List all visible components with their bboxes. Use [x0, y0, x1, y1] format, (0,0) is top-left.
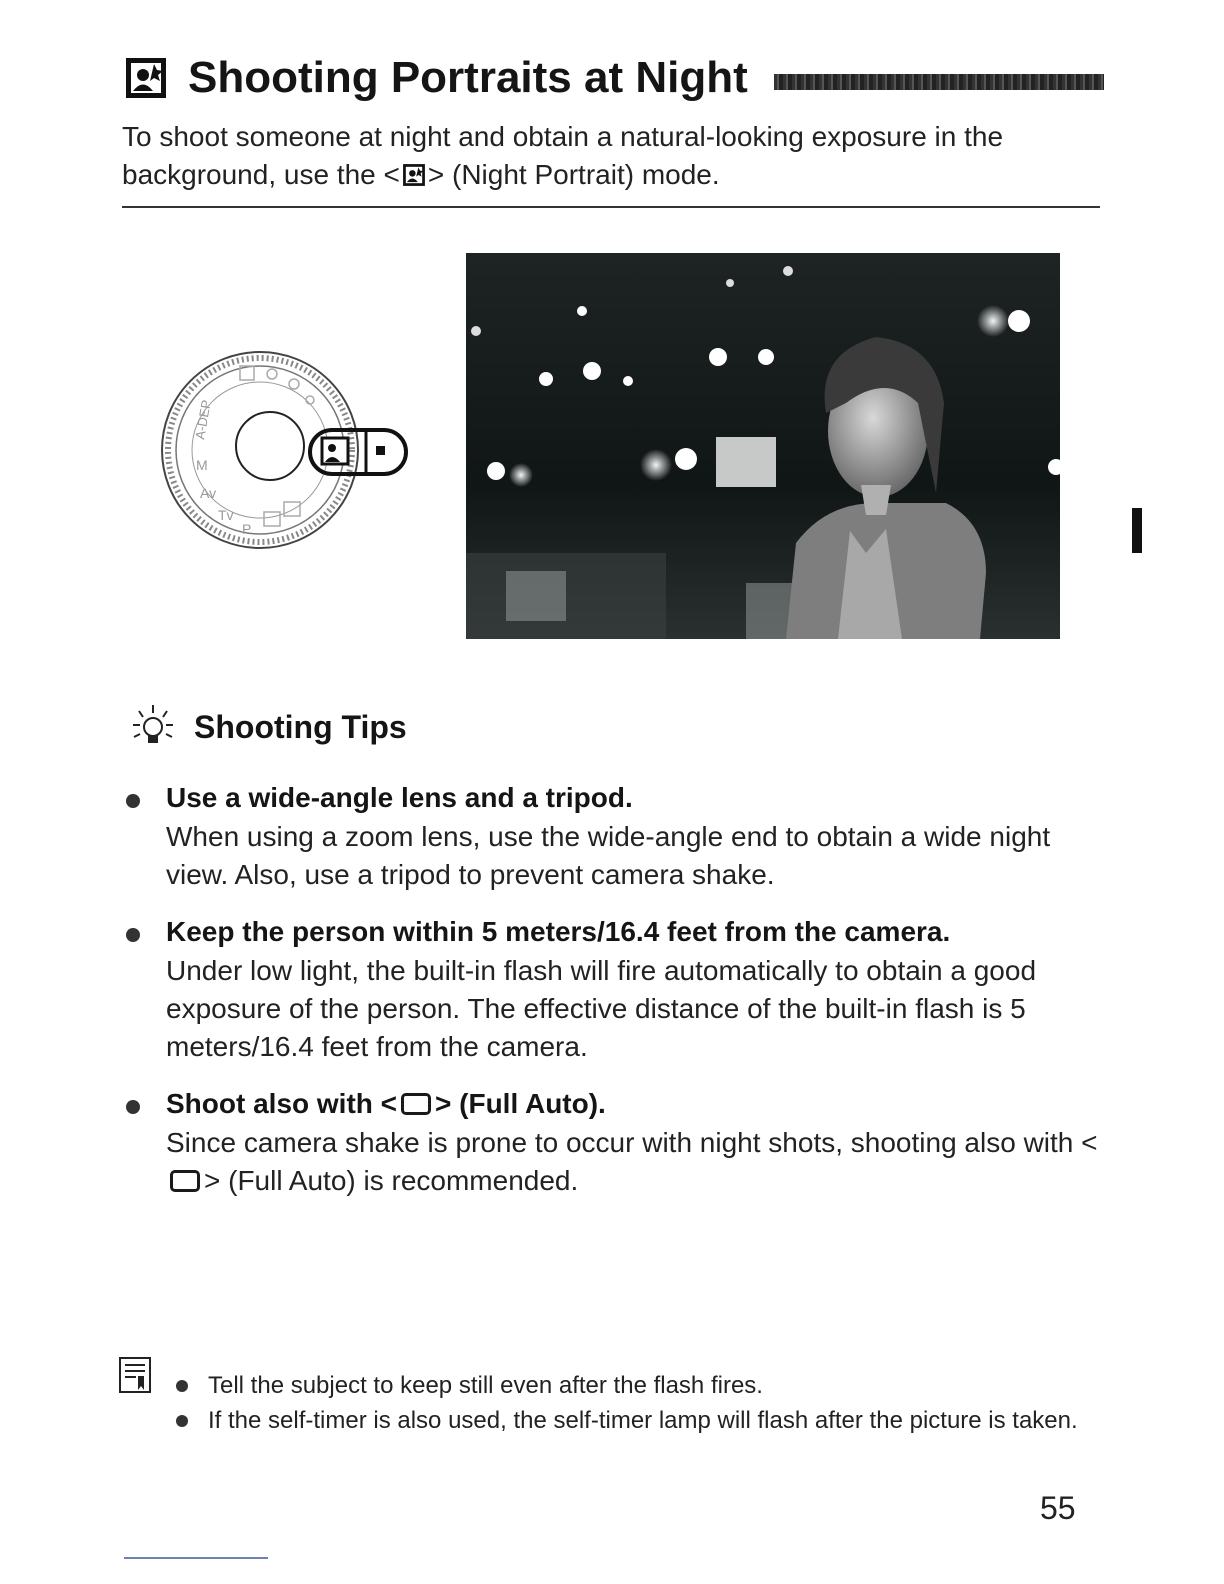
night-portrait-sample-photo	[466, 253, 1060, 639]
night-portrait-icon	[124, 56, 168, 100]
tip-title-end: > (Full Auto).	[435, 1088, 606, 1119]
bullet-icon	[126, 1100, 140, 1114]
night-portrait-icon	[402, 163, 426, 187]
intro-text-end: > (Night Portrait) mode.	[427, 159, 720, 190]
dial-label-tv: Tv	[218, 507, 234, 523]
tips-title: Shooting Tips	[194, 708, 407, 745]
mode-dial-illustration	[160, 330, 420, 570]
tip-body-start: Since camera shake is prone to occur with night shots, shooting also with <	[166, 1127, 1098, 1158]
full-auto-icon	[170, 1170, 200, 1192]
tip-body: Under low light, the built-in flash will fire automatically to obtain a good exposure of the person. The effective distance of the built-in flash is 5 meters/16.4 feet from the camera.	[166, 955, 1037, 1062]
intro-text-start: To shoot someone at night and obtain a natural-looking exposure in the background, use the <	[122, 121, 1004, 190]
tip-title: Use a wide-angle lens and a tripod.	[166, 782, 633, 813]
full-auto-icon	[401, 1093, 431, 1115]
bullet-icon	[176, 1415, 188, 1427]
header-rule	[122, 206, 1100, 208]
tip-body-end: > (Full Auto) is recommended.	[204, 1165, 579, 1196]
bullet-icon	[126, 794, 140, 808]
dial-label-adep: A-DEP	[192, 398, 214, 441]
title-decoration-bar	[774, 74, 1104, 90]
bullet-icon	[126, 928, 140, 942]
page-header	[124, 48, 1104, 108]
dial-label-av: Av	[200, 485, 217, 501]
tip-body	[166, 1124, 1106, 1200]
note-text: If the self-timer is also used, the self-timer lamp will flash after the picture is taken.	[208, 1407, 1078, 1434]
tips-heading	[130, 702, 407, 752]
memo-icon	[118, 1356, 152, 1394]
tip-title	[166, 1088, 606, 1120]
note-item	[176, 1405, 1096, 1469]
footer-line	[124, 1557, 268, 1559]
tip-title-start: Shoot also with <	[166, 1088, 398, 1119]
dial-label-p: P	[242, 521, 252, 537]
tip-body: When using a zoom lens, use the wide-angle end to obtain a wide night view. Also, use a tripod to prevent camera shake.	[166, 821, 1051, 890]
page-title: Shooting Portraits at Night	[188, 53, 748, 102]
dial-label-m: M	[196, 457, 208, 473]
chapter-index-tab	[1132, 508, 1142, 553]
intro-paragraph	[122, 118, 1107, 194]
tip-title: Keep the person within 5 meters/16.4 feet from the camera.	[166, 916, 951, 947]
note-text: Tell the subject to keep still even after the flash fires.	[208, 1372, 763, 1399]
page-number: 55	[1040, 1490, 1076, 1526]
bullet-icon	[176, 1380, 188, 1392]
note-item	[176, 1370, 1096, 1402]
lightbulb-icon	[130, 703, 176, 751]
